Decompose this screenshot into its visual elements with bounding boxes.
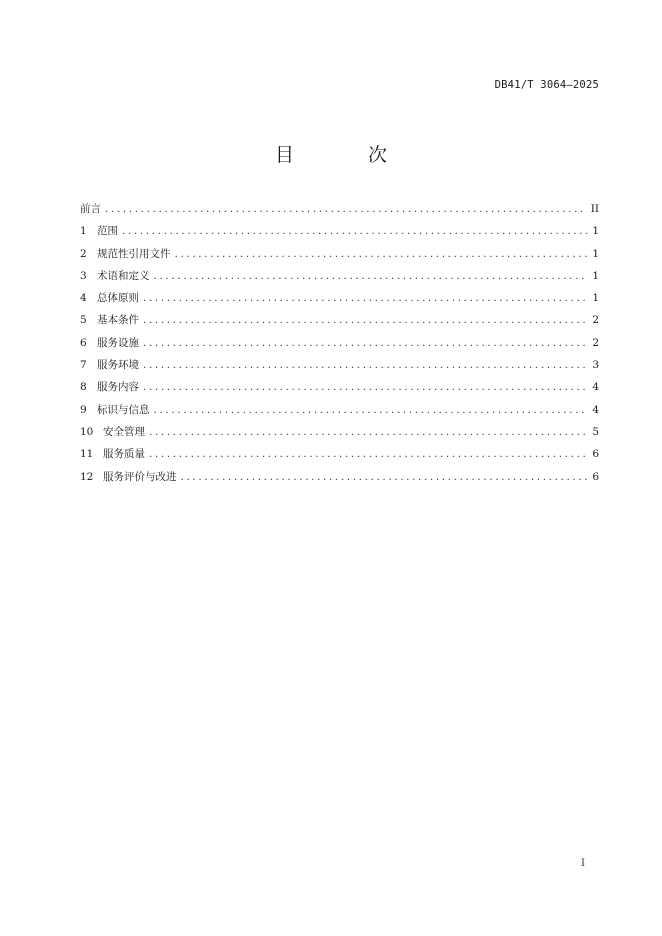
toc-dot-leader <box>181 466 589 488</box>
toc-entry-label: 规范性引用文件 <box>97 247 171 260</box>
toc-entry[interactable] <box>80 421 599 443</box>
toc-entry-label: 服务内容 <box>97 381 139 394</box>
toc-entry-page: 1 <box>592 225 599 238</box>
toc-dot-leader <box>154 399 589 421</box>
toc-entry-page: 1 <box>592 292 599 305</box>
toc-entry-number: 12 <box>80 470 94 483</box>
toc-entry[interactable] <box>80 198 599 220</box>
toc-dot-leader <box>143 354 588 376</box>
toc-entry-label: 服务设施 <box>97 336 139 349</box>
toc-entry-page: 2 <box>592 314 599 327</box>
toc-entry-label: 范围 <box>97 225 118 238</box>
toc-dot-leader <box>122 220 588 242</box>
toc-entry-number: 10 <box>80 425 94 438</box>
toc-dot-leader <box>175 243 589 265</box>
toc-dot-leader <box>105 198 587 220</box>
toc-entry-page: 5 <box>592 425 599 438</box>
toc-entry-label: 服务环境 <box>97 359 139 372</box>
toc-dot-leader <box>143 309 588 331</box>
toc-entry[interactable] <box>80 466 599 488</box>
toc-entry-page: 1 <box>592 247 599 260</box>
toc-entry-page: II <box>590 203 599 215</box>
toc-dot-leader <box>143 332 588 354</box>
toc-entry[interactable] <box>80 265 599 287</box>
toc-entry-page: 2 <box>592 336 599 349</box>
toc-dot-leader <box>149 443 588 465</box>
toc-entry-number: 4 <box>80 292 87 305</box>
toc-entry-label: 安全管理 <box>103 425 145 438</box>
toc-dot-leader <box>149 421 588 443</box>
toc-entry-page: 6 <box>592 448 599 461</box>
toc-entry[interactable] <box>80 332 599 354</box>
toc-entry-label: 前言 <box>80 203 101 215</box>
toc-entry[interactable] <box>80 354 599 376</box>
toc-entry-page: 6 <box>592 470 599 483</box>
toc-entry-number: 7 <box>80 359 87 372</box>
page-number: I <box>581 858 585 869</box>
toc-entry-number: 5 <box>80 314 87 327</box>
toc-entry-page: 4 <box>592 403 599 416</box>
toc-entry-label: 术语和定义 <box>97 269 150 282</box>
table-of-contents <box>80 198 599 488</box>
toc-entry-number: 8 <box>80 381 87 394</box>
toc-entry-page: 1 <box>592 269 599 282</box>
toc-dot-leader <box>143 287 588 309</box>
toc-entry-page: 3 <box>592 359 599 372</box>
toc-entry-number: 11 <box>80 448 94 461</box>
toc-entry-number: 1 <box>80 225 87 238</box>
toc-entry-label: 标识与信息 <box>97 403 150 416</box>
toc-entry[interactable] <box>80 287 599 309</box>
toc-entry-number: 3 <box>80 269 87 282</box>
toc-entry-label: 服务评价与改进 <box>103 470 177 483</box>
toc-entry-number: 6 <box>80 336 87 349</box>
toc-entry-number: 2 <box>80 247 87 260</box>
toc-entry-label: 总体原则 <box>97 292 139 305</box>
toc-entry-label: 服务质量 <box>103 448 145 461</box>
toc-entry[interactable] <box>80 376 599 398</box>
toc-entry-label: 基本条件 <box>97 314 139 327</box>
toc-entry[interactable] <box>80 443 599 465</box>
toc-entry[interactable] <box>80 399 599 421</box>
toc-entry[interactable] <box>80 243 599 265</box>
toc-entry[interactable] <box>80 309 599 331</box>
toc-entry[interactable] <box>80 220 599 242</box>
toc-entry-page: 4 <box>592 381 599 394</box>
toc-dot-leader <box>143 376 588 398</box>
document-code: DB41/T 3064—2025 <box>494 79 599 91</box>
toc-entry-number: 9 <box>80 403 87 416</box>
toc-title: 目 次 <box>274 144 422 166</box>
toc-dot-leader <box>154 265 589 287</box>
